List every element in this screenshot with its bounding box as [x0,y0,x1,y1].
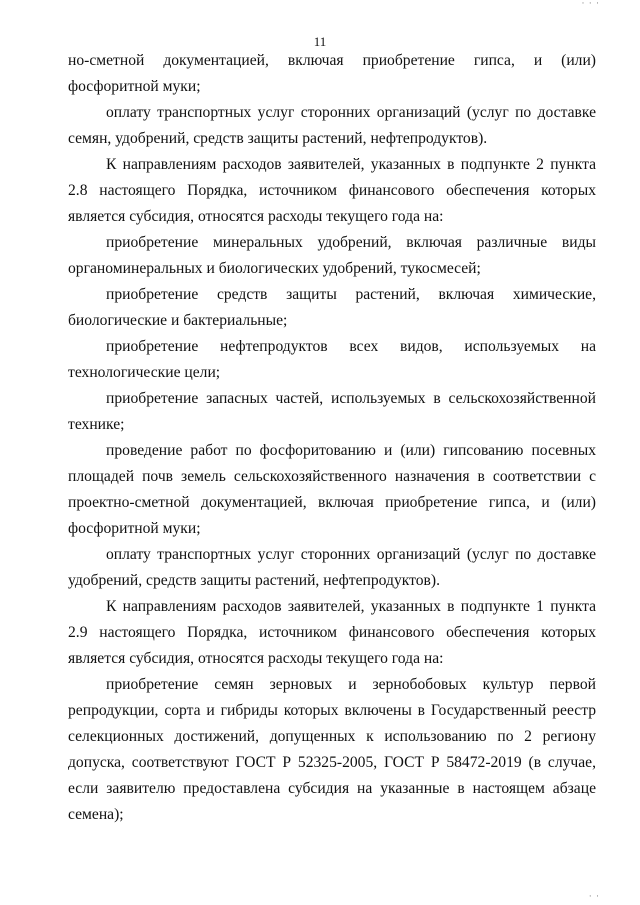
paragraph: К направлениям расходов заявителей, указанных в подпункте 1 пункта 2.9 настоящего Порядка, источником финансового обеспечения которых является субсидия, относятся расходы текущего года на: [68,598,596,667]
scan-mark-bottom: · · [588,891,600,901]
paragraph: но-сметной документацией, включая приобретение гипса, и (или) фосфоритной муки; [68,52,596,95]
scan-mark-top: · · · [581,0,600,8]
paragraph: оплату транспортных услуг сторонних организаций (услуг по доставке семян, удобрений, средств защиты растений, нефтепродуктов). [68,104,596,147]
paragraph: приобретение нефтепродуктов всех видов, используемых на технологические цели; [68,338,596,381]
paragraph: К направлениям расходов заявителей, указанных в подпункте 2 пункта 2.8 настоящего Порядка, источником финансового обеспечения которых является субсидия, относятся расходы текущего года на: [68,156,596,225]
document-body [68,48,596,828]
paragraph: проведение работ по фосфоритованию и (или) гипсованию посевных площадей почв земель сельскохозяйственного назначения в соответствии с проектно-сметной документацией, включая приобретение гипса, и (или) фосфоритной муки; [68,442,596,537]
paragraph: оплату транспортных услуг сторонних организаций (услуг по доставке удобрений, средств защиты растений, нефтепродуктов). [68,546,596,589]
paragraph: приобретение семян зерновых и зернобобовых культур первой репродукции, сорта и гибриды которых включены в Государственный реестр селекционных достижений, допущенных к использованию по 2 региону допуска, соответствуют ГОСТ Р 52325-2005, ГОСТ Р 58472-2019 (в случае, если заявителю предоставлена субсидия на указанные в настоящем абзаце семена); [68,676,596,823]
paragraph: приобретение запасных частей, используемых в сельскохозяйственной технике; [68,390,596,433]
page-number: 11 [313,34,327,49]
paragraph: приобретение минеральных удобрений, включая различные виды органоминеральных и биологических удобрений, тукосмесей; [68,234,596,277]
paragraph: приобретение средств защиты растений, включая химические, биологические и бактериальные; [68,286,596,329]
